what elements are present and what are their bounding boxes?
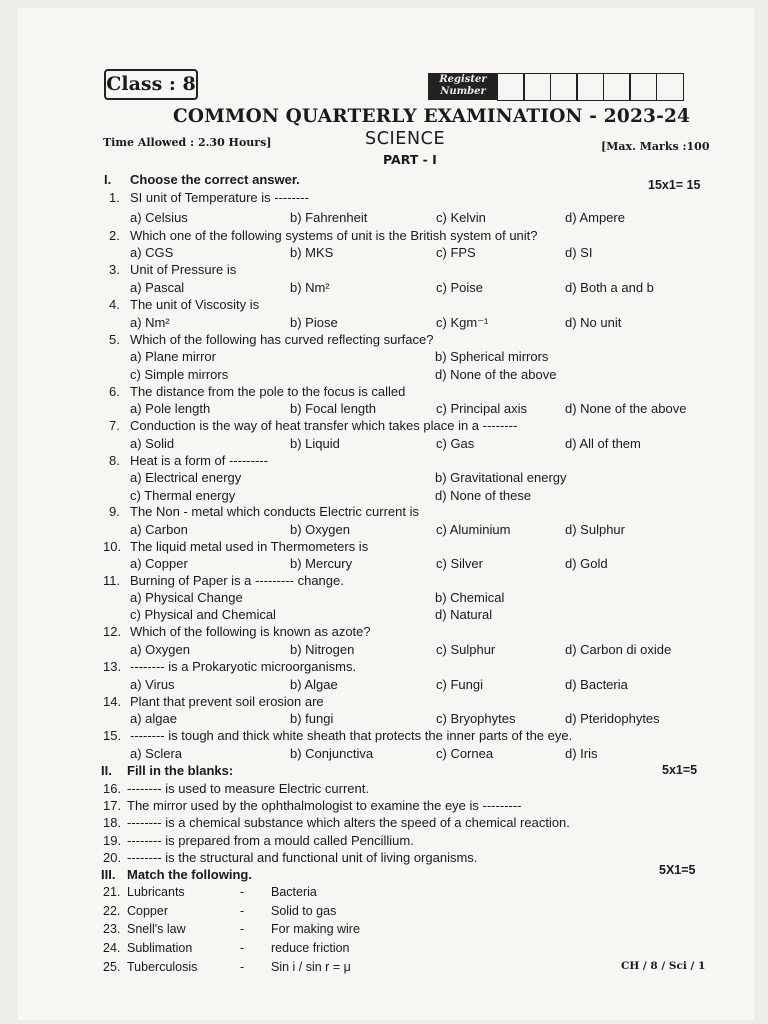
option-a: a) CGS — [130, 245, 174, 260]
register-box — [550, 73, 578, 101]
options-row — [0, 641, 768, 658]
register-label-line1: Register — [439, 74, 487, 85]
question-text: SI unit of Temperature is -------- — [130, 190, 309, 205]
option-d: d) Bacteria — [565, 677, 628, 692]
section-title: Fill in the blanks: — [127, 763, 234, 778]
subject-title: SCIENCE — [365, 129, 446, 149]
option-d: d) Both a and b — [565, 280, 654, 295]
option-d: d) None of the above — [565, 401, 687, 416]
option-a: a) Virus — [130, 677, 175, 692]
match-left: Copper — [127, 904, 168, 918]
options-row — [0, 521, 768, 538]
question-row — [0, 572, 768, 589]
match-right: Solid to gas — [271, 904, 337, 918]
section-number: III. — [101, 867, 116, 882]
time-allowed: Time Allowed : 2.30 Hours] — [103, 136, 272, 149]
option-d: d) None of the above — [435, 367, 557, 382]
question-number: 21. — [103, 885, 121, 899]
option-d: d) Gold — [565, 556, 608, 571]
question-row — [0, 452, 768, 469]
options-row — [0, 487, 768, 504]
options-row — [0, 469, 768, 486]
options-row — [0, 435, 768, 452]
option-a: a) Solid — [130, 436, 175, 451]
fill-blank-row — [0, 849, 768, 866]
option-c: c) Silver — [436, 556, 483, 571]
question-number: 20. — [103, 850, 122, 865]
question-text: -------- is used to measure Electric current. — [127, 781, 369, 796]
question-text: The mirror used by the ophthalmologist to examine the eye is --------- — [127, 798, 522, 813]
question-text: Which one of the following systems of unit is the British system of unit? — [130, 228, 538, 243]
section-number: II. — [101, 763, 112, 778]
option-b: b) Chemical — [435, 590, 505, 605]
question-number: 7. — [109, 418, 120, 433]
section-heading — [0, 762, 768, 779]
option-d: d) Natural — [435, 607, 493, 622]
match-dash: - — [240, 941, 245, 955]
option-c: c) Sulphur — [436, 642, 496, 657]
options-row — [0, 555, 768, 572]
option-d: d) Carbon di oxide — [565, 642, 672, 657]
option-c: c) Bryophytes — [436, 711, 516, 726]
register-box — [523, 73, 551, 101]
question-row — [0, 296, 768, 313]
option-d: d) Iris — [565, 746, 598, 761]
option-d: d) No unit — [565, 315, 622, 330]
max-marks: [Max. Marks :100 — [601, 140, 710, 153]
question-text: Conduction is the way of heat transfer which takes place in a -------- — [130, 418, 518, 433]
question-row — [0, 693, 768, 710]
question-row — [0, 227, 768, 244]
question-row — [0, 538, 768, 555]
options-row — [0, 209, 768, 226]
option-d: d) SI — [565, 245, 593, 260]
question-number: 2. — [109, 228, 120, 243]
register-box — [629, 73, 657, 101]
option-b: b) Algae — [290, 677, 338, 692]
options-row — [0, 348, 768, 365]
option-a: a) Pascal — [130, 280, 185, 295]
question-text: Which of the following has curved reflecting surface? — [130, 332, 434, 347]
question-number: 9. — [109, 504, 120, 519]
question-number: 25. — [103, 960, 121, 974]
question-text: -------- is tough and thick white sheath that protects the inner parts of the eye. — [130, 728, 573, 743]
option-b: b) Mercury — [290, 556, 353, 571]
options-row — [0, 314, 768, 331]
option-a: a) Plane mirror — [130, 349, 216, 364]
option-a: a) Copper — [130, 556, 188, 571]
option-c: c) Cornea — [436, 746, 494, 761]
question-text: -------- is a Prokaryotic microorganisms. — [130, 659, 357, 674]
register-box — [603, 73, 631, 101]
question-row — [0, 383, 768, 400]
match-row — [0, 903, 768, 920]
section-score: 15x1= 15 — [648, 178, 701, 192]
option-c: c) FPS — [436, 245, 476, 260]
question-number: 19. — [103, 833, 122, 848]
question-number: 10. — [103, 539, 122, 554]
question-row — [0, 727, 768, 744]
question-number: 5. — [109, 332, 120, 347]
option-a: a) Oxygen — [130, 642, 190, 657]
option-b: b) Conjunctiva — [290, 746, 374, 761]
question-number: 8. — [109, 453, 120, 468]
question-number: 17. — [103, 798, 122, 813]
match-row — [0, 884, 768, 901]
register-label-line2: Number — [440, 86, 486, 97]
section-heading — [0, 171, 768, 192]
section-title: Match the following. — [127, 867, 252, 882]
option-d: d) Ampere — [565, 210, 625, 225]
match-left: Tuberculosis — [127, 960, 198, 974]
options-row — [0, 676, 768, 693]
option-c: c) Thermal energy — [130, 488, 236, 503]
option-b: b) MKS — [290, 245, 334, 260]
match-dash: - — [240, 960, 245, 974]
option-c: c) Physical and Chemical — [130, 607, 276, 622]
option-c: c) Aluminium — [436, 522, 511, 537]
options-row — [0, 606, 768, 623]
question-text: The distance from the pole to the focus is called — [130, 384, 406, 399]
question-number: 12. — [103, 624, 122, 639]
option-c: c) Gas — [436, 436, 475, 451]
option-c: c) Kgm⁻¹ — [436, 315, 489, 330]
question-number: 1. — [109, 190, 120, 205]
option-d: d) All of them — [565, 436, 641, 451]
option-b: b) Focal length — [290, 401, 376, 416]
options-row — [0, 589, 768, 606]
question-text: -------- is the structural and functional unit of living organisms. — [127, 850, 478, 865]
question-row — [0, 658, 768, 675]
question-number: 24. — [103, 941, 121, 955]
match-right: For making wire — [271, 922, 360, 936]
question-text: Plant that prevent soil erosion are — [130, 694, 324, 709]
option-a: a) Physical Change — [130, 590, 243, 605]
option-a: a) Electrical energy — [130, 470, 242, 485]
question-text: The liquid metal used in Thermometers is — [130, 539, 369, 554]
options-row — [0, 244, 768, 261]
question-number: 15. — [103, 728, 122, 743]
question-row — [0, 417, 768, 434]
match-row — [0, 940, 768, 957]
option-b: b) Nitrogen — [290, 642, 355, 657]
question-text: Heat is a form of --------- — [130, 453, 268, 468]
question-number: 3. — [109, 262, 120, 277]
fill-blank-row — [0, 797, 768, 814]
question-number: 14. — [103, 694, 122, 709]
question-row — [0, 503, 768, 520]
fill-blank-row — [0, 832, 768, 849]
option-b: b) Gravitational energy — [435, 470, 567, 485]
match-left: Sublimation — [127, 941, 193, 955]
option-a: a) Celsius — [130, 210, 188, 225]
section-score: 5x1=5 — [662, 763, 698, 777]
match-dash: - — [240, 885, 245, 899]
match-left: Snell's law — [127, 922, 186, 936]
option-d: d) None of these — [435, 488, 532, 503]
question-text: The unit of Viscosity is — [130, 297, 260, 312]
exam-title: COMMON QUARTERLY EXAMINATION - 2023-24 — [173, 106, 691, 127]
option-c: c) Poise — [436, 280, 483, 295]
register-number-boxes — [498, 73, 684, 101]
question-text: Which of the following is known as azote? — [130, 624, 371, 639]
register-box — [656, 73, 684, 101]
question-text: The Non - metal which conducts Electric current is — [130, 504, 419, 519]
part-label: PART - I — [383, 152, 437, 167]
question-text: -------- is a chemical substance which alters the speed of a chemical reaction. — [127, 815, 570, 830]
match-right: Sin i / sin r = μ — [271, 960, 351, 974]
option-a: a) Pole length — [130, 401, 211, 416]
option-a: a) algae — [130, 711, 177, 726]
question-row — [0, 331, 768, 348]
options-row — [0, 710, 768, 727]
option-c: c) Fungi — [436, 677, 483, 692]
option-c: c) Kelvin — [436, 210, 486, 225]
option-d: d) Sulphur — [565, 522, 625, 537]
question-text: Unit of Pressure is — [130, 262, 237, 277]
question-number: 6. — [109, 384, 120, 399]
options-row — [0, 279, 768, 296]
match-left: Lubricants — [127, 885, 185, 899]
match-row — [0, 921, 768, 938]
question-row — [0, 261, 768, 278]
register-box — [576, 73, 604, 101]
option-a: a) Sclera — [130, 746, 183, 761]
options-row — [0, 745, 768, 762]
question-number: 4. — [109, 297, 120, 312]
match-right: Bacteria — [271, 885, 317, 899]
match-dash: - — [240, 904, 245, 918]
question-number: 16. — [103, 781, 122, 796]
section-title: Choose the correct answer. — [130, 172, 300, 187]
question-row — [0, 189, 768, 206]
option-b: b) Piose — [290, 315, 338, 330]
option-a: a) Carbon — [130, 522, 188, 537]
option-b: b) Fahrenheit — [290, 210, 368, 225]
section-heading — [0, 863, 768, 883]
section-number: I. — [104, 172, 112, 187]
question-number: 18. — [103, 815, 122, 830]
option-c: c) Principal axis — [436, 401, 528, 416]
option-b: b) fungi — [290, 711, 334, 726]
question-text: Burning of Paper is a --------- change. — [130, 573, 344, 588]
question-number: 23. — [103, 922, 121, 936]
match-dash: - — [240, 922, 245, 936]
options-row — [0, 400, 768, 417]
class-label: Class : 8 — [104, 69, 198, 100]
option-d: d) Pteridophytes — [565, 711, 660, 726]
question-row — [0, 623, 768, 640]
register-box — [497, 73, 525, 101]
options-row — [0, 366, 768, 383]
option-c: c) Simple mirrors — [130, 367, 229, 382]
question-number: 22. — [103, 904, 121, 918]
option-b: b) Liquid — [290, 436, 340, 451]
fill-blank-row — [0, 814, 768, 831]
option-a: a) Nm² — [130, 315, 170, 330]
question-number: 13. — [103, 659, 122, 674]
section-score: 5X1=5 — [659, 863, 696, 877]
question-text: -------- is prepared from a mould called Pencillium. — [127, 833, 414, 848]
question-number: 11. — [103, 573, 121, 588]
option-b: b) Oxygen — [290, 522, 350, 537]
match-right: reduce friction — [271, 941, 350, 955]
option-b: b) Nm² — [290, 280, 330, 295]
register-number-label — [428, 73, 498, 100]
option-b: b) Spherical mirrors — [435, 349, 549, 364]
page-code: CH / 8 / Sci / 1 — [621, 960, 706, 972]
fill-blank-row — [0, 780, 768, 797]
